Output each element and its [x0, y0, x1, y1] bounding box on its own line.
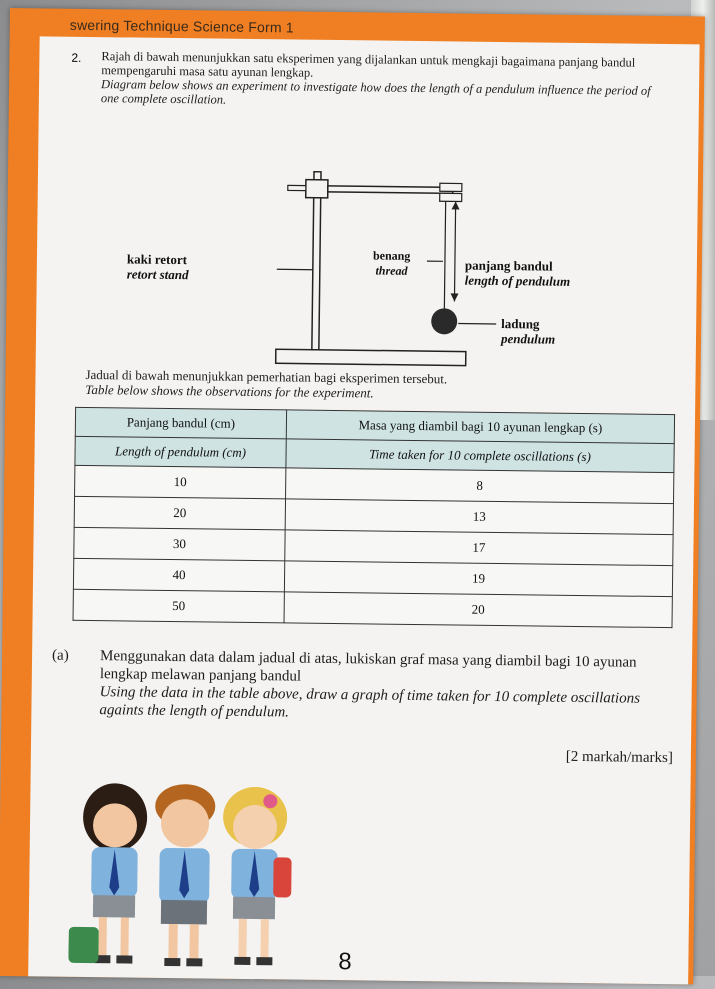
- thread-malay: benang: [373, 248, 411, 263]
- col2-header-malay: Masa yang diambil bagi 10 ayunan lengkap (s): [286, 410, 674, 444]
- thread-english: thread: [373, 263, 411, 278]
- question-english: Diagram below shows an experiment to investigate how does the length of a pendulum influence the period of one complete oscillation.: [101, 77, 661, 112]
- student-right: [221, 787, 292, 966]
- part-a-malay: Menggunakan data dalam jadual di atas, lukiskan graf masa yang diambil bagi 10 ayunan lengkap melawan panjang bandul: [100, 647, 670, 690]
- length-arrow-head-top: [452, 201, 460, 209]
- marks-label: [2 markah/marks]: [566, 749, 673, 767]
- question-number: 2.: [71, 51, 81, 65]
- length-malay: panjang bandul: [465, 258, 571, 274]
- length-cell: 10: [75, 465, 286, 499]
- question-malay: Rajah di bawah menunjukkan satu eksperimen yang dijalankan untuk mengkaji bagaimana panjang bandul mempengaruhi masa satu ayunan lengkap.: [101, 49, 661, 84]
- pendulum-diagram: [125, 157, 578, 382]
- part-a-text: [99, 647, 670, 726]
- student-left: [68, 783, 147, 964]
- col2-header-english: Time taken for 10 complete oscillations (s): [286, 439, 674, 473]
- worksheet-sheet: [28, 36, 699, 984]
- thread-line: [444, 201, 445, 311]
- observation-table: [73, 407, 676, 628]
- time-cell: 17: [285, 530, 673, 566]
- observation-text: [85, 367, 447, 401]
- length-arrow: [454, 201, 455, 301]
- length-cell: 30: [74, 527, 285, 561]
- students-drawing: [68, 777, 300, 980]
- col1-header-english: Length of pendulum (cm): [75, 436, 286, 468]
- col1-header-malay: Panjang bandul (cm): [75, 407, 286, 439]
- retort-stand-malay: kaki retort: [127, 251, 189, 267]
- table-row: [73, 589, 672, 627]
- clamp-arm: [328, 186, 453, 194]
- length-cell: 40: [73, 558, 284, 592]
- clamp-jaw-top: [440, 183, 462, 191]
- clamp-jaw-bottom: [440, 193, 462, 201]
- part-a: [52, 647, 672, 655]
- length-cell: 50: [73, 589, 284, 623]
- length-label: [465, 258, 571, 289]
- student-middle: [153, 784, 215, 967]
- thread-label: [373, 248, 411, 278]
- boss-clamp: [306, 180, 328, 198]
- observation-english: Table below shows the observations for the experiment.: [85, 382, 447, 401]
- observation-malay: Jadual di bawah menunjukkan pemerhatian bagi eksperimen tersebut.: [85, 367, 447, 386]
- pendulum-label: [501, 316, 556, 347]
- clamp-screw: [288, 185, 306, 190]
- length-cell: 20: [74, 496, 285, 530]
- part-a-english: Using the data in the table above, draw a graph of time taken for 10 complete oscillations againts the length of pendulum.: [99, 683, 669, 726]
- length-arrow-head-bottom: [450, 293, 458, 301]
- time-cell: 19: [284, 561, 672, 597]
- students-illustration: [68, 777, 300, 980]
- time-cell: 20: [284, 592, 672, 628]
- pendulum-malay: ladung: [501, 316, 555, 332]
- pendulum-english: pendulum: [501, 331, 555, 347]
- worksheet-page: [0, 8, 705, 984]
- retort-base: [276, 349, 466, 365]
- time-cell: 8: [285, 468, 673, 504]
- time-cell: 13: [285, 499, 673, 535]
- header-title: swering Technique Science Form 1: [70, 17, 294, 36]
- question-text: [101, 49, 662, 112]
- pendulum-bob: [431, 308, 457, 334]
- length-english: length of pendulum: [465, 273, 571, 289]
- retort-stand-english: retort stand: [127, 266, 189, 282]
- page-number: 8: [338, 948, 352, 976]
- part-a-label: (a): [52, 647, 69, 665]
- retort-stand-label: [127, 251, 189, 282]
